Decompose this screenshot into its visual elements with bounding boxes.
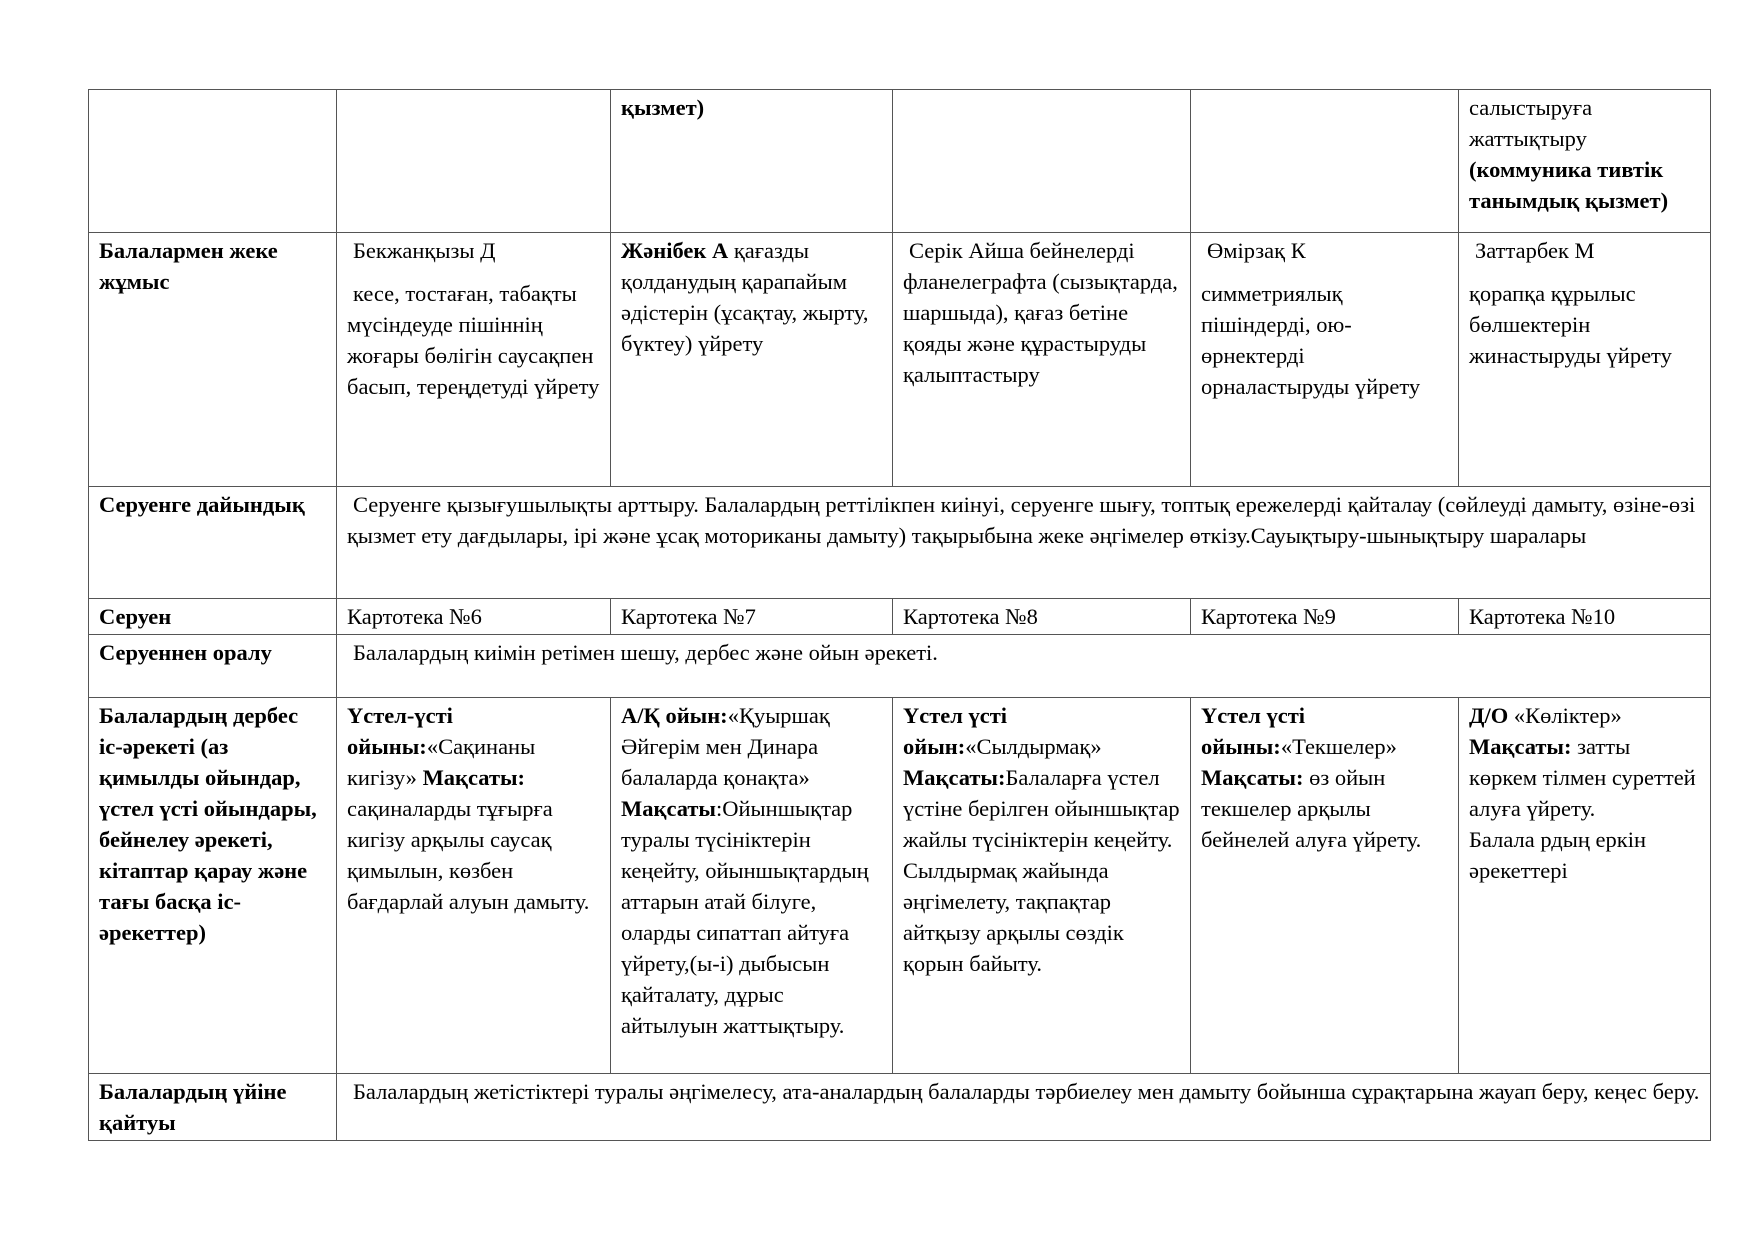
wednesday-cell [893, 698, 1191, 1074]
thursday-cell [1191, 233, 1459, 487]
task-text: қағазды қолданудың қарапайым әдістерін (ұсақтау, жырту, бүктеу) үйрету [621, 238, 869, 356]
tuesday-cell [611, 233, 893, 487]
goal-text: :Ойыншықтар туралы түсініктерін кеңейту, ойыншықтардың аттарын атай білуге, оларды сипаттап айтуға үйрету,(ы-і) дыбысын қайталату, дұрыс айтылуын жаттықтыру. [621, 796, 869, 1038]
monday-cell [337, 90, 611, 233]
monday-cell [337, 698, 611, 1074]
wednesday-cell [893, 90, 1191, 233]
child-name: Заттарбек М [1475, 238, 1595, 263]
table-row [89, 635, 1711, 698]
row-label-cell [89, 90, 337, 233]
tuesday-cell [611, 90, 893, 233]
row-label: Балалардың үйіне қайтуы [89, 1074, 337, 1141]
row-label: Балалармен жеке жұмыс [89, 233, 337, 487]
walk-card: Картотека №6 [337, 599, 611, 635]
goal-text: затты көркем тілмен суреттей алуға үйрету. [1469, 734, 1696, 821]
row-label: Балалардың дербес іс-әрекеті (аз қимылды ойындар, үстел үсті ойындары, бейнелеу әрекеті, кітаптар қарау және тағы басқа іс-әрекеттер) [89, 698, 337, 1074]
goal-label: Мақсаты: [1201, 765, 1304, 790]
friday-cell [1459, 90, 1711, 233]
return-walk-text: Балалардың киімін ретімен шешу, дербес және ойын әрекеті. [337, 635, 1711, 698]
goal-label: Мақсаты: [422, 765, 526, 790]
task-text: қорапқа құрылыс бөлшектерін жинастыруды үйрету [1469, 281, 1672, 368]
tuesday-cell [611, 698, 893, 1074]
walk-card: Картотека №10 [1459, 599, 1711, 635]
extra-text: Балала рдың еркін әрекеттері [1469, 827, 1647, 883]
task-text: симметриялық пішіндерді, ою-өрнектерді орналастыруды үйрету [1201, 281, 1421, 399]
walk-card: Картотека №7 [611, 599, 893, 635]
walk-prep-text: Серуенге қызығушылықты арттыру. Балалардың реттілікпен киінуі, серуенге шығу, топтық ережелерді қайталау (сөйлеуді дамыту, өзіне-өзі қызмет ету дағдылары, ірі және ұсақ моториканы дамыту) тақырыбына жеке әңгімелер өткізу.Сауықтыру-шынықтыру шаралары [337, 487, 1711, 599]
goal-label: Мақсаты [621, 796, 716, 821]
going-home-text: Балалардың жетістіктері туралы әңгімелесу, ата-аналардың балаларды тәрбиелеу мен дамыту бойынша сұрақтарына жауап беру, кеңес беру. [337, 1074, 1711, 1141]
child-name: Жәнібек А [621, 238, 729, 263]
task-text: кесе, тостаған, табақты мүсіндеуде пішіннің жоғары бөлігін саусақпен басып, тереңдетуді үйрету [347, 281, 600, 399]
game-title: Үстел-үсті ойыны: [347, 703, 453, 759]
goal-text: Балаларға үстел үстіне берілген ойыншықтар жайлы түсініктерін кеңейту. Сылдырмақ жайында әңгімелету, тақпақтар айтқызу арқылы сөздік қорын байыту. [903, 765, 1180, 976]
child-name: Өмірзақ К [1207, 238, 1306, 263]
game-name: «Текшелер» [1280, 734, 1397, 759]
row-label: Серуенге дайындық [89, 487, 337, 599]
game-title: А/Қ ойын: [621, 703, 728, 728]
row-label: Серуеннен оралу [89, 635, 337, 698]
child-name: Бекжанқызы Д [353, 238, 496, 263]
cell-text: салыстыруға жаттықтыру [1469, 95, 1593, 151]
cell-text: қызмет) [621, 95, 705, 120]
wednesday-cell [893, 233, 1191, 487]
table-row [89, 599, 1711, 635]
game-title: Үстел үсті ойын: [903, 703, 1008, 759]
friday-cell [1459, 233, 1711, 487]
goal-label: Мақсаты: [1469, 734, 1572, 759]
game-name: «Сақинаны кигізу» [347, 734, 536, 790]
table-row [89, 487, 1711, 599]
daily-plan-table [88, 89, 1711, 1141]
thursday-cell [1191, 90, 1459, 233]
game-title: Үстел үсті ойыны: [1201, 703, 1306, 759]
goal-label: Мақсаты: [903, 765, 1006, 790]
goal-text: өз ойын текшелер арқылы бейнелей алуға үйрету. [1201, 765, 1422, 852]
row-label: Серуен [89, 599, 337, 635]
walk-card: Картотека №9 [1191, 599, 1459, 635]
table-row [89, 698, 1711, 1074]
goal-text: сақиналарды тұғырға кигізу арқылы саусақ қимылын, көзбен бағдарлай алуын дамыту. [347, 796, 590, 914]
table-row [89, 1074, 1711, 1141]
table-row [89, 233, 1711, 487]
monday-cell [337, 233, 611, 487]
cell-bold-text: (коммуника тивтік танымдық қызмет) [1469, 157, 1669, 213]
game-name: «Сылдырмақ» [965, 734, 1102, 759]
task-text: Серік Айша бейнелерді фланелеграфта (сызықтарда, шаршыда), қағаз бетіне қояды және құрастыруды қалыптастыру [903, 238, 1178, 387]
walk-card: Картотека №8 [893, 599, 1191, 635]
thursday-cell [1191, 698, 1459, 1074]
game-title: Д/О [1469, 703, 1509, 728]
game-name: «Қуыршақ Әйгерім мен Динара балаларда қонақта» [621, 703, 830, 790]
game-name: «Көліктер» [1508, 703, 1622, 728]
friday-cell [1459, 698, 1711, 1074]
table-row [89, 90, 1711, 233]
